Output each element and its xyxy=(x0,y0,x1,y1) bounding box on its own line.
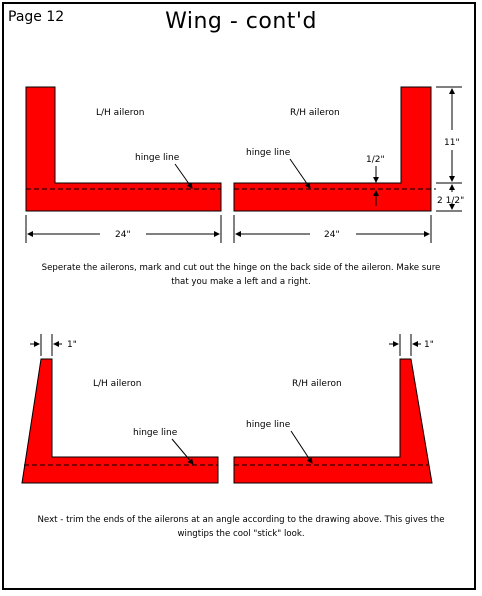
page-title: Wing - cont'd xyxy=(165,9,317,34)
top-instructions-line2: that you make a left and a right. xyxy=(171,277,311,287)
left-tapered-hinge-label: hinge line xyxy=(133,428,178,438)
left-hinge-label: hinge line xyxy=(135,153,180,163)
height-dim-label: 11" xyxy=(444,138,460,148)
left-tapered-aileron-label: L/H aileron xyxy=(93,379,142,389)
right-hinge-label: hinge line xyxy=(246,148,291,158)
left-aileron-label: L/H aileron xyxy=(96,108,145,118)
left-aileron-shape xyxy=(26,87,221,211)
hinge-offset-dim: 1/2" xyxy=(366,155,385,165)
left-tapered-aileron-shape xyxy=(22,359,218,483)
bottom-instructions xyxy=(8,513,474,541)
top-instructions-line1: Seperate the ailerons, mark and cut out the hinge on the back side of the aileron. Make sure xyxy=(41,263,441,273)
left-width-dim-label: 24" xyxy=(115,230,131,240)
right-tapered-aileron-label: R/H aileron xyxy=(292,379,342,389)
right-tip-dim-label: 1" xyxy=(424,340,434,350)
page-number: Page 12 xyxy=(8,9,65,25)
right-tapered-hinge-label: hinge line xyxy=(246,420,291,430)
top-instructions xyxy=(8,261,474,289)
bottom-height-dim-label: 2 1/2" xyxy=(437,196,465,206)
right-width-dim-label: 24" xyxy=(324,230,340,240)
left-tip-dim-label: 1" xyxy=(67,340,77,350)
right-aileron-label: R/H aileron xyxy=(290,108,340,118)
bottom-instructions-line1: Next - trim the ends of the ailerons at an angle according to the drawing above. This gives the xyxy=(37,515,445,525)
bottom-instructions-line2: wingtips the cool "stick" look. xyxy=(177,529,305,539)
